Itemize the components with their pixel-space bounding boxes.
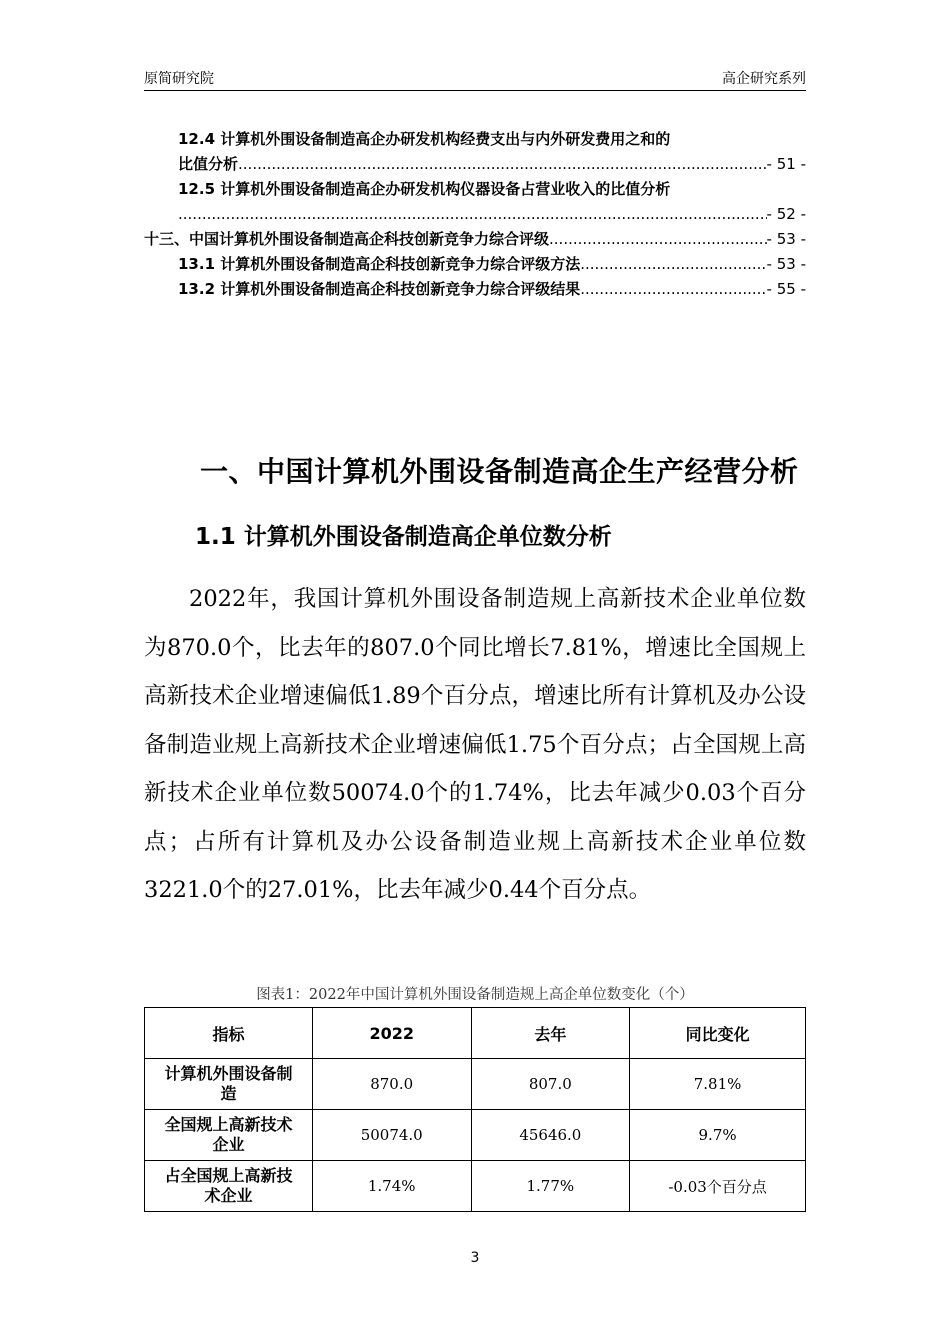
table-caption: 图表1：2022年中国计算机外围设备制造规上高企单位数变化（个） — [256, 987, 694, 1003]
header-series: 高企研究系列 — [722, 71, 806, 87]
toc-entry[interactable] — [144, 227, 806, 252]
toc-page-number: - 52 - — [766, 205, 806, 223]
table-cell: 45646.0 — [471, 1110, 630, 1161]
subsection-title: 1.1 计算机外围设备制造高企单位数分析 — [195, 524, 612, 550]
toc-entry[interactable] — [144, 252, 806, 277]
row-label: 全国规上高新技术企业 — [145, 1110, 313, 1161]
toc-entry-text: 13.1 计算机外围设备制造高企科技创新竞争力综合评级方法 — [178, 255, 581, 273]
toc-entry-text: 13.2 计算机外围设备制造高企科技创新竞争力综合评级结果 — [178, 280, 581, 298]
table-cell: 870.0 — [312, 1059, 471, 1110]
table-cell: 7.81% — [630, 1059, 806, 1110]
toc-leader — [238, 152, 767, 177]
table-of-contents — [144, 127, 806, 302]
toc-page-number: - 51 - — [766, 155, 806, 173]
table-cell: 9.7% — [630, 1110, 806, 1161]
toc-leader — [580, 277, 766, 302]
header-org: 原简研究院 — [144, 71, 214, 87]
page-number: 3 — [470, 1250, 480, 1266]
table-row — [145, 1059, 806, 1110]
table-row — [145, 1110, 806, 1161]
row-label: 计算机外围设备制造 — [145, 1059, 313, 1110]
toc-page-number: - 53 - — [766, 255, 806, 273]
toc-entry-text: 12.5 计算机外围设备制造高企办研发机构仪器设备占营业收入的比值分析 — [178, 180, 671, 198]
toc-entry-text: 比值分析 — [178, 155, 239, 173]
page-header — [144, 66, 806, 91]
toc-entry-text: 十三、中国计算机外围设备制造高企科技创新竞争力综合评级 — [144, 230, 550, 248]
toc-leader — [178, 202, 767, 227]
row-label: 占全国规上高新技术企业 — [145, 1161, 313, 1212]
toc-entry-text: 12.4 计算机外围设备制造高企办研发机构经费支出与内外研发费用之和的 — [178, 130, 671, 148]
table-row — [145, 1161, 806, 1212]
toc-entry[interactable] — [144, 277, 806, 302]
paragraph: 2022年，我国计算机外围设备制造规上高新技术企业单位数为870.0个，比去年的807.0个同比增长7.81%，增速比全国规上高新技术企业增速偏低1.89个百分点，增速比所有计算机及办公设备制造业规上高新技术企业增速偏低1.75个百分点；占全国规上高新技术企业单位数50074.0个的1.74%，比去年减少0.03个百分点；占所有计算机及办公设备制造业规上高新技术企业单位数3221.0个的27.01%，比去年减少0.44个百分点。 — [144, 586, 806, 903]
table-cell: -0.03个百分点 — [630, 1161, 806, 1212]
toc-page-number: - 55 - — [766, 280, 806, 298]
column-header: 2022 — [312, 1008, 471, 1059]
table-header-row — [145, 1008, 806, 1059]
toc-entry[interactable] — [144, 177, 806, 202]
toc-entry-continuation[interactable] — [144, 152, 806, 177]
toc-leader — [549, 227, 767, 252]
section-title: 一、中国计算机外围设备制造高企生产经营分析 — [200, 455, 799, 488]
data-table — [144, 1007, 806, 1212]
table-cell: 50074.0 — [312, 1110, 471, 1161]
column-header: 去年 — [471, 1008, 630, 1059]
table-cell: 1.77% — [471, 1161, 630, 1212]
column-header: 指标 — [145, 1008, 313, 1059]
column-header: 同比变化 — [630, 1008, 806, 1059]
body-text — [144, 575, 806, 915]
toc-entry-continuation[interactable] — [144, 202, 806, 227]
toc-leader — [580, 252, 766, 277]
table-cell: 807.0 — [471, 1059, 630, 1110]
table-cell: 1.74% — [312, 1161, 471, 1212]
toc-entry[interactable] — [144, 127, 806, 152]
toc-page-number: - 53 - — [766, 230, 806, 248]
